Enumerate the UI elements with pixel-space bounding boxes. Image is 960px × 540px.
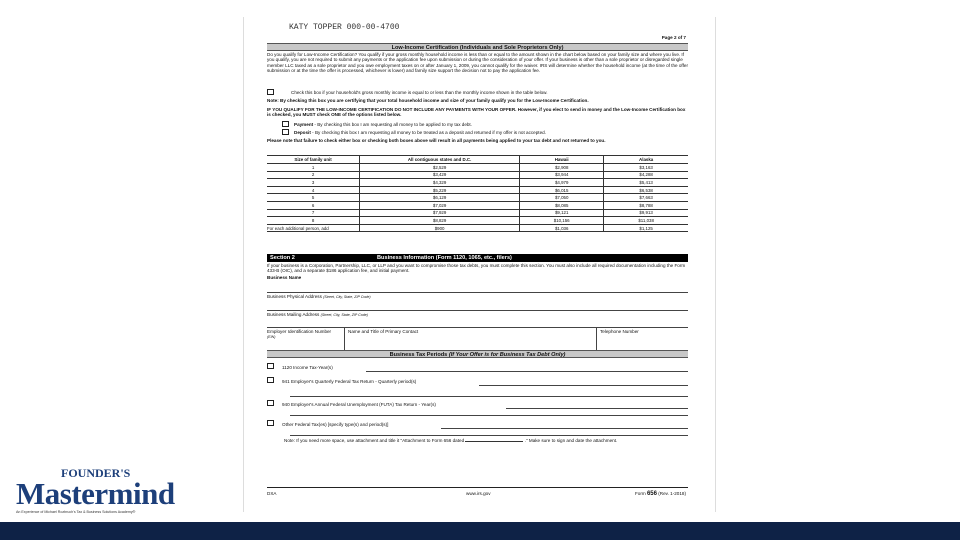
form-1120-field[interactable] xyxy=(366,371,688,372)
table-row xyxy=(267,217,688,225)
footer-band xyxy=(0,522,960,540)
low-income-checkbox[interactable] xyxy=(267,89,274,95)
mailing-address-hint: (Street, City, State, ZIP Code) xyxy=(320,313,368,317)
physical-address-label xyxy=(267,294,371,300)
payment-option xyxy=(294,122,472,127)
table-cell: 4 xyxy=(267,186,360,194)
form-1120-label: 1120 Income Tax-Year(s) xyxy=(282,365,333,370)
mailing-address-label xyxy=(267,312,368,318)
failure-note: Please note that failure to check either box or checking both boxes above will result in all payments being applied to your tax debt and not returned to you. xyxy=(267,138,606,143)
mailing-address-text: Business Mailing Address xyxy=(267,312,320,317)
table-cell: $8,788 xyxy=(604,201,688,209)
attachment-note-end: ." Make sure to sign and date the attachment. xyxy=(524,438,618,443)
founders-mastermind-logo xyxy=(16,468,206,518)
table-row xyxy=(267,201,688,209)
table-cell: $6,538 xyxy=(604,186,688,194)
attachment-date-field[interactable] xyxy=(465,437,523,442)
low-income-heading: Low-Income Certification (Individuals and Sole Proprietors Only) xyxy=(267,43,688,51)
payment-checkbox[interactable] xyxy=(282,121,289,127)
ein-label xyxy=(267,329,342,341)
table-cell: 3 xyxy=(267,179,360,187)
table-cell: 1 xyxy=(267,164,360,172)
table-cell: $4,288 xyxy=(604,171,688,179)
form-1120-checkbox[interactable] xyxy=(267,363,274,369)
page-number: Page 2 of 7 xyxy=(661,35,686,40)
table-cell: $9,121 xyxy=(520,209,604,217)
form-941-checkbox[interactable] xyxy=(267,377,274,383)
deposit-option xyxy=(294,130,546,135)
ein-hint: (EIN) xyxy=(267,335,276,340)
section2-header xyxy=(267,254,688,262)
table-cell: $8,829 xyxy=(360,217,520,225)
income-table xyxy=(267,155,688,232)
table-cell: $5,413 xyxy=(604,179,688,187)
table-cell: $8,085 xyxy=(520,201,604,209)
divider xyxy=(596,328,597,350)
mailing-address-field[interactable] xyxy=(267,327,688,328)
phone-label: Telephone Number xyxy=(600,329,639,334)
table-row xyxy=(267,179,688,187)
section2-title: Business Information (Form 1120, 1065, etc., filers) xyxy=(377,255,512,261)
low-income-note: Note: By checking this box you are certifying that your total household income and size of your family qualify you for the Low-Income Certification. xyxy=(267,98,589,103)
attachment-note-text: Note: If you need more space, use attachment and title it "Attachment to Form 656 dated xyxy=(284,438,465,443)
table-cell: $2,908 xyxy=(520,164,604,172)
table-cell: $3,944 xyxy=(520,171,604,179)
tax-periods-heading xyxy=(267,350,688,358)
form-940-label: 940 Employer's Annual Federal Unemployment (FUTA) Tax Return - Year(s) xyxy=(282,402,436,407)
attachment-note xyxy=(284,437,688,443)
form-prefix: Form xyxy=(634,491,646,496)
table-cell: 2 xyxy=(267,171,360,179)
table-row xyxy=(267,164,688,172)
table-cell: $6,015 xyxy=(520,186,604,194)
deposit-checkbox[interactable] xyxy=(282,129,289,135)
table-row xyxy=(267,209,688,217)
form-page xyxy=(243,17,716,512)
table-cell: $900 xyxy=(360,224,520,232)
contact-label: Name and Title of Primary Contact xyxy=(348,329,419,334)
table-cell: 5 xyxy=(267,194,360,202)
section2-label: Section 2 xyxy=(270,255,295,261)
form-940-checkbox[interactable] xyxy=(267,400,274,406)
physical-address-text: Business Physical Address xyxy=(267,294,322,299)
business-name-label: Business Name xyxy=(267,275,302,280)
table-cell: $1,036 xyxy=(520,224,604,232)
footer-form xyxy=(635,490,686,498)
table-row xyxy=(267,171,688,179)
form-941-field[interactable] xyxy=(479,385,688,386)
other-tax-field[interactable] xyxy=(441,428,688,429)
table-cell: $7,050 xyxy=(520,194,604,202)
form-revision: (Rev. 1-2018) xyxy=(658,491,686,496)
business-name-field[interactable] xyxy=(267,292,688,293)
table-body xyxy=(267,164,688,232)
form-number: 656 xyxy=(646,491,657,497)
table-cell: $2,529 xyxy=(360,164,520,172)
ein-text: Employer Identification Number xyxy=(267,329,332,334)
taxpayer-name: KATY TOPPER 000-00-4700 xyxy=(289,23,400,32)
form-940-field-2[interactable] xyxy=(290,415,688,416)
table-row xyxy=(267,194,688,202)
low-income-warning: IF YOU QUALIFY FOR THE LOW-INCOME CERTIFICATION DO NOT INCLUDE ANY PAYMENTS WITH YOUR OFFER. However, if you elect to send in money and the Low-Income Certification box is checked, you MUST check ONE of the options listed below. xyxy=(267,107,686,118)
footer-rule xyxy=(267,487,688,488)
col-family-size: Size of family unit xyxy=(267,156,360,164)
table-cell: $6,129 xyxy=(360,194,520,202)
table-cell: $1,125 xyxy=(604,224,688,232)
table-cell: For each additional person, add xyxy=(267,224,360,232)
table-cell: $4,329 xyxy=(360,179,520,187)
physical-address-hint: (Street, City, State, ZIP Code) xyxy=(323,295,371,299)
form-940-field[interactable] xyxy=(506,408,688,409)
payment-text: - By checking this box I am requesting all money to be applied to my tax debt. xyxy=(313,122,472,127)
col-hawaii: Hawaii xyxy=(520,156,604,164)
low-income-intro: Do you qualify for Low-Income Certification? You qualify if your gross monthly household income is less than or equal to the amount shown in the chart below based on your family size and where you live. If you qualify, you are not required to submit any payments or the application fee upon submission or during the consideration of your offer. If your business is other than a sole proprietor or disregarded single member LLC taxed as a sole proprietor and you owe employment taxes on or after January 1, 2009, you cannot qualify for the waiver. IRS will determine whether the household income (at the time of the offer submission or at the time the offer is processed, whichever is lower) and family size support the decision not to pay the application fee. xyxy=(267,52,688,74)
col-contiguous: All contiguous states and D.C. xyxy=(360,156,520,164)
logo-main: Mastermind xyxy=(16,476,175,511)
table-cell: 6 xyxy=(267,201,360,209)
physical-address-field[interactable] xyxy=(267,310,688,311)
table-row xyxy=(267,224,688,232)
table-cell: $11,038 xyxy=(604,217,688,225)
form-941-field-2[interactable] xyxy=(290,396,688,397)
other-tax-field-2[interactable] xyxy=(290,435,688,436)
col-alaska: Alaska xyxy=(604,156,688,164)
other-tax-checkbox[interactable] xyxy=(267,420,274,426)
table-cell: $7,663 xyxy=(604,194,688,202)
table-cell: $10,156 xyxy=(520,217,604,225)
section2-intro: If your business is a Corporation, Partnership, LLC, or LLP and you want to compromise those tax debts, you must complete this section. You must also include all required documentation including the Form 433-B (OIC), and a separate $186 application fee, and initial payment. xyxy=(267,263,686,274)
table-cell: $7,029 xyxy=(360,201,520,209)
table-cell: $9,913 xyxy=(604,209,688,217)
divider xyxy=(344,328,345,350)
table-cell: $4,979 xyxy=(520,179,604,187)
table-cell: $3,429 xyxy=(360,171,520,179)
tax-periods-subtitle: (If Your Offer is for Business Tax Debt Only) xyxy=(448,352,566,358)
footer-url[interactable]: www.irs.gov xyxy=(466,491,491,496)
table-cell: $5,229 xyxy=(360,186,520,194)
table-header-row xyxy=(267,156,688,164)
table-cell: $7,929 xyxy=(360,209,520,217)
logo-top: FOUNDER'S xyxy=(61,466,131,480)
other-tax-label: Other Federal Tax(es) [specify type(s) and period(s)] xyxy=(282,422,389,427)
table-cell: 7 xyxy=(267,209,360,217)
low-income-check-label: Check this box if your household's gross monthly income is equal to or less than the monthly income shown in the table below. xyxy=(291,90,548,95)
tax-periods-title: Business Tax Periods xyxy=(389,352,448,358)
table-cell: $3,163 xyxy=(604,164,688,172)
deposit-text: - By checking this box I am requesting all money to be treated as a deposit and returned if my offer is not accepted. xyxy=(310,130,546,135)
table-cell: 8 xyxy=(267,217,360,225)
logo-tagline: An Experience of Michael Rozbruch's Tax & Business Solutions Academy® xyxy=(16,510,136,514)
payment-label: Payment xyxy=(294,122,314,127)
form-941-label: 941 Employer's Quarterly Federal Tax Return - Quarterly period(s) xyxy=(282,379,417,384)
footer-code: DXA xyxy=(267,491,277,496)
deposit-label: Deposit xyxy=(294,130,311,135)
table-row xyxy=(267,186,688,194)
